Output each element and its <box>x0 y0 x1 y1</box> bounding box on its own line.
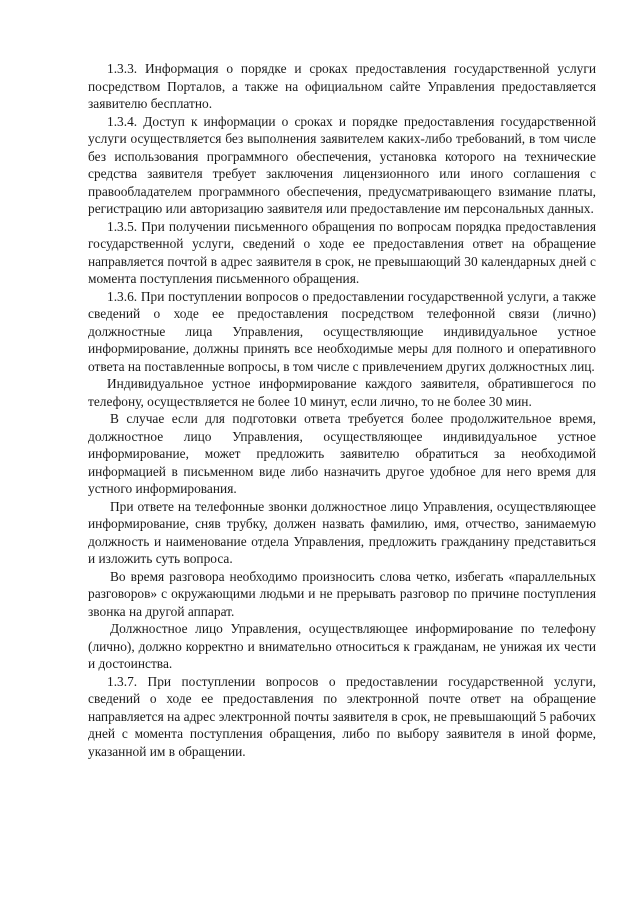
paragraph-phone-calls: При ответе на телефонные звонки должностное лицо Управления, осуществляющее информирование, сняв трубку, должен назвать фамилию, имя, отчество, занимаемую должность и наименование отдела Управления, предложить гражданину представиться и изложить суть вопроса. <box>88 498 596 566</box>
paragraph-1-3-7: 1.3.7. При поступлении вопросов о предоставлении государственной услуги, сведений о ходе ее предоставления по электронной почте ответ на обращение направляется на адрес электронной почты заявителя в срок, не превышающий 5 рабочих дней с момента поступления обращения, либо по выбору заявителя в иной форме, указанной им в обращении. <box>88 673 596 759</box>
paragraph-individual-info: Индивидуальное устное информирование каждого заявителя, обратившегося по телефону, осуществляется не более 10 минут, если лично, то не более 30 мин. <box>88 376 596 409</box>
paragraph-1-3-3: 1.3.3. Информация о порядке и сроках предоставления государственной услуги посредством Порталов, а также на официальном сайте Управления предоставляется заявителю бесплатно. <box>88 61 596 111</box>
paragraph-1-3-5: 1.3.5. При получении письменного обращения по вопросам порядка предоставления государственной услуги, сведений о ходе ее предоставления ответ на обращение направляется почтой в адрес заявителя в срок, не превышающий 30 календарных дней с момента поступления письменного обращения. <box>88 218 596 286</box>
paragraph-longer-answer: В случае если для подготовки ответа требуется более продолжительное время, должностное лицо Управления, осуществляющее индивидуальное устное информирование, может предложить заявителю обратиться за необходимой информацией в письменном виде либо назначить другое удобное для него время для устного информирования. <box>88 411 596 496</box>
paragraph-conversation: Во время разговора необходимо произносить слова четко, избегать «параллельных разговоров» с окружающими людьми и не прерывать разговор по причине поступления звонка на другой аппарат. <box>88 568 596 619</box>
document-page <box>88 60 596 760</box>
paragraph-1-3-4: 1.3.4. Доступ к информации о сроках и порядке предоставления государственной услуги осуществляется без выполнения заявителем каких-либо требований, в том числе без использования программного обеспечения, установка которого на технические средства заявителя требует заключения лицензионного или иного соглашения с правообладателем программного обеспечения, предусматривающего взимание платы, регистрацию или авторизацию заявителя или предоставление им персональных данных. <box>88 113 596 216</box>
paragraph-official-conduct: Должностное лицо Управления, осуществляющее информирование по телефону (лично), должно корректно и внимательно относиться к гражданам, не унижая их чести и достоинства. <box>88 621 596 671</box>
paragraph-1-3-6: 1.3.6. При поступлении вопросов о предоставлении государственной услуги, а также сведений о ходе ее предоставления посредством телефонной связи (лично) должностные лица Управления, осуществляющие индивидуальное устное информирование, должны принять все необходимые меры для полного и оперативного ответа на поставленные вопросы, в том числе с привлечением других должностных лиц. <box>88 288 596 374</box>
